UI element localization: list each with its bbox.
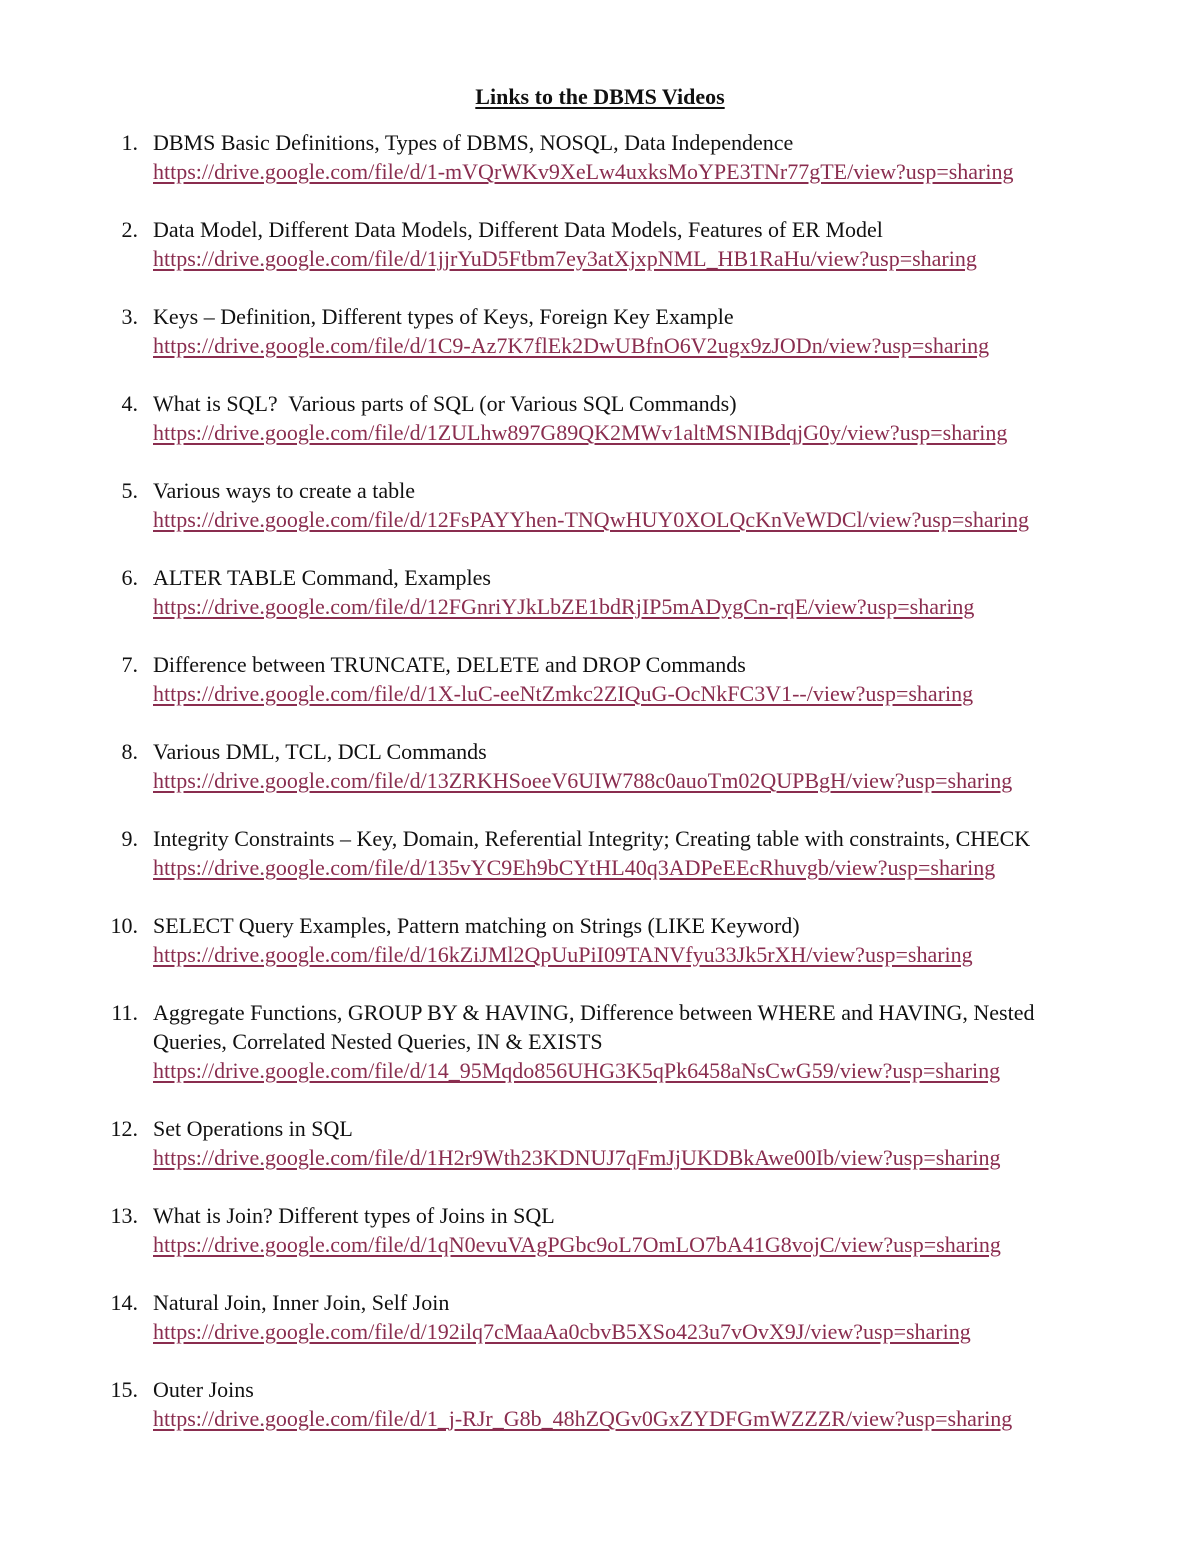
list-item [0,1114,1200,1172]
video-link[interactable]: https://drive.google.com/file/d/192ilq7cMaaAa0cbvB5XSo423u7vOvX9J/view?usp=sharing [153,1319,971,1344]
item-description: Difference between TRUNCATE, DELETE and DROP Commands [153,652,746,677]
video-link[interactable]: https://drive.google.com/file/d/1H2r9Wth23KDNUJ7qFmJjUKDBkAwe00Ib/view?usp=sharing [153,1145,1001,1170]
video-link[interactable]: https://drive.google.com/file/d/16kZiJMl2QpUuPiI09TANVfyu33Jk5rXH/view?usp=sharing [153,942,973,967]
video-link[interactable]: https://drive.google.com/file/d/1jjrYuD5Ftbm7ey3atXjxpNML_HB1RaHu/view?usp=sharing [153,246,977,271]
video-link-list [0,128,1200,1462]
item-number: 10. [110,913,138,938]
list-item [0,911,1200,969]
item-number: 9. [121,826,138,851]
item-number: 7. [121,652,138,677]
item-description: Integrity Constraints – Key, Domain, Referential Integrity; Creating table with constraints, CHECK [153,826,1031,851]
item-number: 11. [111,1000,138,1025]
item-number: 2. [121,217,138,242]
list-item [0,824,1200,882]
item-description: Natural Join, Inner Join, Self Join [153,1290,450,1315]
list-item [0,476,1200,534]
video-link[interactable]: https://drive.google.com/file/d/12FGnriYJkLbZE1bdRjIP5mADygCn-rqE/view?usp=sharing [153,594,975,619]
item-number: 4. [121,391,138,416]
video-link[interactable]: https://drive.google.com/file/d/1qN0evuVAgPGbc9oL7OmLO7bA41G8vojC/view?usp=sharing [153,1232,1001,1257]
list-item [0,215,1200,273]
video-link[interactable]: https://drive.google.com/file/d/1ZULhw897G89QK2MWv1altMSNIBdqjG0y/view?usp=sharing [153,420,1008,445]
item-description: SELECT Query Examples, Pattern matching on Strings (LIKE Keyword) [153,913,800,938]
item-description: Various DML, TCL, DCL Commands [153,739,487,764]
item-description: What is Join? Different types of Joins in SQL [153,1203,555,1228]
video-link[interactable]: https://drive.google.com/file/d/1C9-Az7K7flEk2DwUBfnO6V2ugx9zJODn/view?usp=sharing [153,333,990,358]
list-item [0,389,1200,447]
item-number: 5. [121,478,138,503]
item-description: Outer Joins [153,1377,254,1402]
item-number: 12. [110,1116,138,1141]
video-link[interactable]: https://drive.google.com/file/d/14_95Mqdo856UHG3K5qPk6458aNsCwG59/view?usp=sharing [153,1058,1001,1083]
video-link[interactable]: https://drive.google.com/file/d/1_j-RJr_G8b_48hZQGv0GxZYDFGmWZZZR/view?usp=sharing [153,1406,1013,1431]
item-description: Aggregate Functions, GROUP BY & HAVING, Difference between WHERE and HAVING, Nested Queries, Correlated Nested Queries, IN & EXISTS [153,1000,1035,1054]
item-number: 15. [110,1377,138,1402]
video-link[interactable]: https://drive.google.com/file/d/1X-luC-eeNtZmkc2ZIQuG-OcNkFC3V1--/view?usp=sharing [153,681,974,706]
list-item [0,1288,1200,1346]
item-number: 14. [110,1290,138,1315]
item-number: 6. [121,565,138,590]
video-link[interactable]: https://drive.google.com/file/d/1-mVQrWKv9XeLw4uxksMoYPE3TNr77gTE/view?usp=sharing [153,159,1014,184]
page-title: Links to the DBMS Videos [475,84,725,109]
item-description: What is SQL? Various parts of SQL (or Various SQL Commands) [153,391,737,416]
list-item [0,737,1200,795]
item-description: Keys – Definition, Different types of Keys, Foreign Key Example [153,304,734,329]
item-description: Data Model, Different Data Models, Different Data Models, Features of ER Model [153,217,883,242]
item-description: ALTER TABLE Command, Examples [153,565,491,590]
item-number: 13. [110,1203,138,1228]
item-number: 3. [121,304,138,329]
item-description: DBMS Basic Definitions, Types of DBMS, NOSQL, Data Independence [153,130,794,155]
video-link[interactable]: https://drive.google.com/file/d/12FsPAYYhen-TNQwHUY0XOLQcKnVeWDCl/view?usp=sharing [153,507,1030,532]
item-number: 8. [121,739,138,764]
video-link[interactable]: https://drive.google.com/file/d/135vYC9Eh9bCYtHL40q3ADPeEEcRhuvgb/view?usp=sharing [153,855,996,880]
list-item [0,563,1200,621]
list-item [0,650,1200,708]
list-item [0,1201,1200,1259]
video-link[interactable]: https://drive.google.com/file/d/13ZRKHSoeeV6UIW788c0auoTm02QUPBgH/view?usp=sharing [153,768,1013,793]
list-item [0,302,1200,360]
list-item [0,1375,1200,1433]
item-number: 1. [121,130,138,155]
item-description: Various ways to create a table [153,478,416,503]
list-item [0,128,1200,186]
list-item [0,998,1200,1085]
item-description: Set Operations in SQL [153,1116,353,1141]
